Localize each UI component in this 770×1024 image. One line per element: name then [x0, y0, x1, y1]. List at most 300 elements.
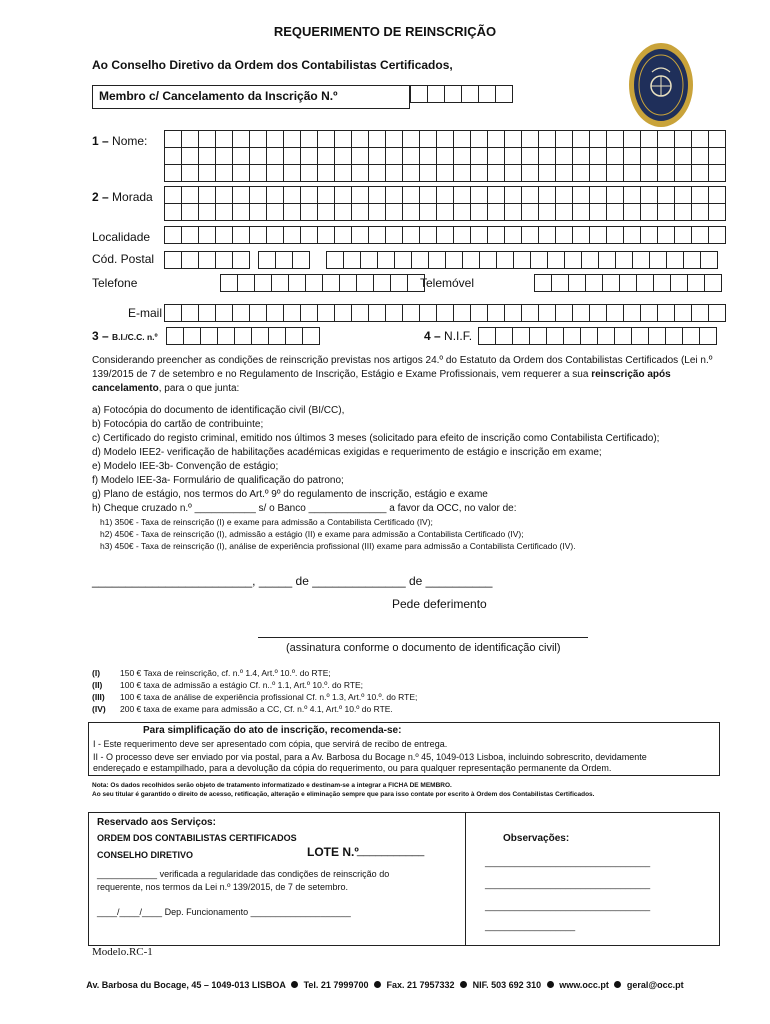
cod-postal-grid-a[interactable]	[164, 251, 250, 269]
obs-line[interactable]: _________________________________	[485, 901, 651, 911]
char-box[interactable]	[599, 252, 616, 269]
char-box[interactable]	[454, 187, 471, 204]
char-box[interactable]	[548, 252, 565, 269]
char-box[interactable]	[369, 148, 386, 165]
char-box[interactable]	[624, 227, 641, 244]
char-box[interactable]	[199, 305, 216, 322]
char-box[interactable]	[488, 204, 505, 221]
char-box[interactable]	[692, 187, 709, 204]
char-box[interactable]	[259, 252, 276, 269]
date-line[interactable]: ________________________, _____ de ______________ de __________	[92, 574, 493, 588]
char-box[interactable]	[420, 131, 437, 148]
char-box[interactable]	[632, 328, 649, 345]
char-box[interactable]	[199, 252, 216, 269]
char-box[interactable]	[624, 305, 641, 322]
char-box[interactable]	[391, 275, 408, 292]
char-box[interactable]	[573, 148, 590, 165]
char-box[interactable]	[463, 252, 480, 269]
char-box[interactable]	[323, 275, 340, 292]
char-box[interactable]	[233, 165, 250, 182]
member-number-grid[interactable]	[410, 85, 513, 103]
char-box[interactable]	[165, 204, 182, 221]
char-box[interactable]	[496, 328, 513, 345]
char-box[interactable]	[318, 204, 335, 221]
char-box[interactable]	[446, 252, 463, 269]
char-box[interactable]	[641, 227, 658, 244]
char-box[interactable]	[514, 252, 531, 269]
char-box[interactable]	[675, 187, 692, 204]
char-box[interactable]	[250, 148, 267, 165]
char-box[interactable]	[199, 131, 216, 148]
char-box[interactable]	[216, 131, 233, 148]
char-box[interactable]	[403, 165, 420, 182]
char-box[interactable]	[700, 328, 717, 345]
dept-line[interactable]: ____/____/____ Dep. Funcionamento ____________________	[97, 907, 351, 917]
char-box[interactable]	[607, 204, 624, 221]
char-box[interactable]	[233, 252, 250, 269]
bi-grid[interactable]	[166, 327, 320, 345]
char-box[interactable]	[607, 148, 624, 165]
char-box[interactable]	[692, 131, 709, 148]
char-box[interactable]	[235, 328, 252, 345]
char-box[interactable]	[590, 131, 607, 148]
char-box[interactable]	[386, 305, 403, 322]
char-box[interactable]	[709, 131, 726, 148]
char-box[interactable]	[675, 131, 692, 148]
char-box[interactable]	[182, 131, 199, 148]
char-box[interactable]	[505, 165, 522, 182]
char-box[interactable]	[573, 204, 590, 221]
char-box[interactable]	[250, 227, 267, 244]
char-box[interactable]	[267, 148, 284, 165]
char-box[interactable]	[530, 328, 547, 345]
char-box[interactable]	[488, 131, 505, 148]
char-box[interactable]	[675, 165, 692, 182]
char-box[interactable]	[286, 328, 303, 345]
char-box[interactable]	[182, 305, 199, 322]
char-box[interactable]	[352, 305, 369, 322]
char-box[interactable]	[539, 305, 556, 322]
char-box[interactable]	[488, 227, 505, 244]
char-box[interactable]	[480, 252, 497, 269]
char-box[interactable]	[301, 187, 318, 204]
char-box[interactable]	[233, 148, 250, 165]
char-box[interactable]	[327, 252, 344, 269]
char-box[interactable]	[590, 165, 607, 182]
obs-line[interactable]: _________________________________	[485, 857, 651, 867]
char-box[interactable]	[352, 131, 369, 148]
char-box[interactable]	[165, 227, 182, 244]
char-box[interactable]	[522, 305, 539, 322]
char-box[interactable]	[607, 187, 624, 204]
char-box[interactable]	[199, 165, 216, 182]
char-box[interactable]	[301, 131, 318, 148]
char-box[interactable]	[565, 252, 582, 269]
char-box[interactable]	[556, 148, 573, 165]
char-box[interactable]	[216, 252, 233, 269]
obs-line[interactable]: _________________________________	[485, 879, 651, 889]
char-box[interactable]	[335, 165, 352, 182]
char-box[interactable]	[539, 227, 556, 244]
char-box[interactable]	[471, 227, 488, 244]
char-box[interactable]	[369, 204, 386, 221]
char-box[interactable]	[284, 148, 301, 165]
char-box[interactable]	[301, 305, 318, 322]
char-box[interactable]	[675, 148, 692, 165]
char-box[interactable]	[505, 148, 522, 165]
char-box[interactable]	[615, 328, 632, 345]
char-box[interactable]	[250, 305, 267, 322]
char-box[interactable]	[573, 305, 590, 322]
char-box[interactable]	[420, 305, 437, 322]
char-box[interactable]	[437, 131, 454, 148]
char-box[interactable]	[437, 227, 454, 244]
char-box[interactable]	[165, 165, 182, 182]
char-box[interactable]	[692, 165, 709, 182]
char-box[interactable]	[671, 275, 688, 292]
char-box[interactable]	[165, 148, 182, 165]
char-box[interactable]	[352, 148, 369, 165]
char-box[interactable]	[352, 227, 369, 244]
char-box[interactable]	[641, 148, 658, 165]
char-box[interactable]	[420, 204, 437, 221]
char-box[interactable]	[556, 227, 573, 244]
char-box[interactable]	[488, 187, 505, 204]
char-box[interactable]	[624, 165, 641, 182]
char-box[interactable]	[306, 275, 323, 292]
char-box[interactable]	[505, 131, 522, 148]
char-box[interactable]	[573, 131, 590, 148]
char-box[interactable]	[403, 187, 420, 204]
char-box[interactable]	[505, 227, 522, 244]
char-box[interactable]	[420, 227, 437, 244]
member-number-field[interactable]	[92, 85, 410, 109]
char-box[interactable]	[374, 275, 391, 292]
char-box[interactable]	[233, 131, 250, 148]
char-box[interactable]	[386, 187, 403, 204]
char-box[interactable]	[252, 328, 269, 345]
footer-email[interactable]: geral@occ.pt	[626, 980, 684, 990]
char-box[interactable]	[199, 148, 216, 165]
char-box[interactable]	[199, 227, 216, 244]
char-box[interactable]	[658, 187, 675, 204]
char-box[interactable]	[386, 131, 403, 148]
char-box[interactable]	[607, 305, 624, 322]
char-box[interactable]	[369, 131, 386, 148]
char-box[interactable]	[361, 252, 378, 269]
char-box[interactable]	[582, 252, 599, 269]
char-box[interactable]	[675, 227, 692, 244]
obs-line[interactable]: __________________	[485, 921, 576, 931]
char-box[interactable]	[250, 131, 267, 148]
char-box[interactable]	[709, 305, 726, 322]
char-box[interactable]	[216, 165, 233, 182]
char-box[interactable]	[709, 227, 726, 244]
char-box[interactable]	[454, 305, 471, 322]
char-box[interactable]	[539, 187, 556, 204]
char-box[interactable]	[556, 305, 573, 322]
char-box[interactable]	[386, 227, 403, 244]
char-box[interactable]	[437, 187, 454, 204]
signature-line[interactable]	[258, 637, 588, 638]
char-box[interactable]	[569, 275, 586, 292]
char-box[interactable]	[522, 187, 539, 204]
char-box[interactable]	[709, 165, 726, 182]
char-box[interactable]	[318, 227, 335, 244]
char-box[interactable]	[238, 275, 255, 292]
char-box[interactable]	[488, 165, 505, 182]
char-box[interactable]	[437, 204, 454, 221]
char-box[interactable]	[607, 227, 624, 244]
char-box[interactable]	[386, 148, 403, 165]
char-box[interactable]	[344, 252, 361, 269]
char-box[interactable]	[539, 204, 556, 221]
char-box[interactable]	[267, 165, 284, 182]
char-box[interactable]	[369, 227, 386, 244]
char-box[interactable]	[284, 165, 301, 182]
char-box[interactable]	[318, 131, 335, 148]
char-box[interactable]	[403, 227, 420, 244]
char-box[interactable]	[165, 252, 182, 269]
char-box[interactable]	[573, 165, 590, 182]
lote-field[interactable]: ___________	[357, 845, 425, 857]
char-box[interactable]	[658, 204, 675, 221]
char-box[interactable]	[318, 305, 335, 322]
nif-grid[interactable]	[478, 327, 717, 345]
char-box[interactable]	[454, 165, 471, 182]
char-box[interactable]	[620, 275, 637, 292]
char-box[interactable]	[654, 275, 671, 292]
char-box[interactable]	[666, 328, 683, 345]
char-box[interactable]	[573, 187, 590, 204]
char-box[interactable]	[641, 131, 658, 148]
char-box[interactable]	[505, 305, 522, 322]
char-box[interactable]	[658, 131, 675, 148]
char-box[interactable]	[658, 305, 675, 322]
char-box[interactable]	[182, 165, 199, 182]
char-box[interactable]	[216, 148, 233, 165]
char-box[interactable]	[454, 148, 471, 165]
nome-grid[interactable]	[164, 130, 726, 182]
char-box[interactable]	[641, 204, 658, 221]
char-box[interactable]	[505, 187, 522, 204]
char-box[interactable]	[352, 165, 369, 182]
char-box[interactable]	[199, 187, 216, 204]
char-box[interactable]	[420, 148, 437, 165]
char-box[interactable]	[216, 305, 233, 322]
char-box[interactable]	[624, 148, 641, 165]
char-box[interactable]	[289, 275, 306, 292]
char-box[interactable]	[684, 252, 701, 269]
char-box[interactable]	[641, 305, 658, 322]
char-box[interactable]	[586, 275, 603, 292]
char-box[interactable]	[522, 227, 539, 244]
cod-postal-grid-b[interactable]	[258, 251, 310, 269]
char-box[interactable]	[556, 187, 573, 204]
char-box[interactable]	[335, 131, 352, 148]
char-box[interactable]	[182, 148, 199, 165]
char-box[interactable]	[293, 252, 310, 269]
char-box[interactable]	[403, 131, 420, 148]
char-box[interactable]	[556, 204, 573, 221]
char-box[interactable]	[216, 227, 233, 244]
char-box[interactable]	[340, 275, 357, 292]
char-box[interactable]	[335, 187, 352, 204]
char-box[interactable]	[471, 131, 488, 148]
char-box[interactable]	[633, 252, 650, 269]
char-box[interactable]	[301, 165, 318, 182]
char-box[interactable]	[692, 305, 709, 322]
char-box[interactable]	[505, 204, 522, 221]
char-box[interactable]	[369, 165, 386, 182]
char-box[interactable]	[269, 328, 286, 345]
char-box[interactable]	[709, 204, 726, 221]
char-box[interactable]	[581, 328, 598, 345]
char-box[interactable]	[598, 328, 615, 345]
char-box[interactable]	[688, 275, 705, 292]
char-box[interactable]	[637, 275, 654, 292]
char-box[interactable]	[301, 227, 318, 244]
char-box[interactable]	[403, 305, 420, 322]
char-box[interactable]	[564, 328, 581, 345]
char-box[interactable]	[471, 204, 488, 221]
char-box[interactable]	[616, 252, 633, 269]
char-box[interactable]	[429, 252, 446, 269]
char-box[interactable]	[284, 227, 301, 244]
char-box[interactable]	[683, 328, 700, 345]
char-box[interactable]	[624, 204, 641, 221]
char-box[interactable]	[437, 165, 454, 182]
char-box[interactable]	[301, 148, 318, 165]
char-box[interactable]	[522, 131, 539, 148]
char-box[interactable]	[471, 165, 488, 182]
char-box[interactable]	[403, 148, 420, 165]
char-box[interactable]	[184, 328, 201, 345]
char-box[interactable]	[182, 187, 199, 204]
char-box[interactable]	[692, 227, 709, 244]
char-box[interactable]	[267, 131, 284, 148]
char-box[interactable]	[437, 148, 454, 165]
char-box[interactable]	[233, 227, 250, 244]
char-box[interactable]	[590, 227, 607, 244]
char-box[interactable]	[369, 305, 386, 322]
char-box[interactable]	[233, 187, 250, 204]
char-box[interactable]	[216, 187, 233, 204]
char-box[interactable]	[454, 227, 471, 244]
char-box[interactable]	[165, 187, 182, 204]
char-box[interactable]	[641, 187, 658, 204]
char-box[interactable]	[488, 305, 505, 322]
char-box[interactable]	[378, 252, 395, 269]
char-box[interactable]	[552, 275, 569, 292]
char-box[interactable]	[352, 187, 369, 204]
localidade-grid[interactable]	[164, 226, 726, 244]
char-box[interactable]	[522, 165, 539, 182]
char-box[interactable]	[513, 328, 530, 345]
char-box[interactable]	[590, 148, 607, 165]
char-box[interactable]	[233, 204, 250, 221]
char-box[interactable]	[250, 165, 267, 182]
char-box[interactable]	[624, 187, 641, 204]
char-box[interactable]	[658, 165, 675, 182]
char-box[interactable]	[386, 204, 403, 221]
char-box[interactable]	[199, 204, 216, 221]
cod-postal-grid-c[interactable]	[326, 251, 718, 269]
char-box[interactable]	[335, 227, 352, 244]
char-box[interactable]	[267, 305, 284, 322]
char-box[interactable]	[709, 187, 726, 204]
char-box[interactable]	[272, 275, 289, 292]
char-box[interactable]	[318, 148, 335, 165]
char-box[interactable]	[335, 204, 352, 221]
char-box[interactable]	[284, 187, 301, 204]
char-box[interactable]	[420, 165, 437, 182]
char-box[interactable]	[284, 204, 301, 221]
char-box[interactable]	[357, 275, 374, 292]
char-box[interactable]	[221, 275, 238, 292]
char-box[interactable]	[284, 305, 301, 322]
char-box[interactable]	[216, 204, 233, 221]
char-box[interactable]	[539, 131, 556, 148]
char-box[interactable]	[437, 305, 454, 322]
char-box[interactable]	[303, 328, 320, 345]
char-box[interactable]	[471, 148, 488, 165]
char-box[interactable]	[556, 131, 573, 148]
char-box[interactable]	[255, 275, 272, 292]
char-box[interactable]	[590, 305, 607, 322]
telefone-grid[interactable]	[220, 274, 425, 292]
char-box[interactable]	[624, 131, 641, 148]
char-box[interactable]	[165, 131, 182, 148]
char-box[interactable]	[573, 227, 590, 244]
char-box[interactable]	[471, 187, 488, 204]
email-grid[interactable]	[164, 304, 726, 322]
char-box[interactable]	[408, 275, 425, 292]
char-box[interactable]	[471, 305, 488, 322]
char-box[interactable]	[641, 165, 658, 182]
char-box[interactable]	[658, 227, 675, 244]
char-box[interactable]	[522, 148, 539, 165]
char-box[interactable]	[318, 187, 335, 204]
char-box[interactable]	[539, 148, 556, 165]
char-box[interactable]	[522, 204, 539, 221]
char-box[interactable]	[590, 204, 607, 221]
char-box[interactable]	[488, 148, 505, 165]
char-box[interactable]	[479, 328, 496, 345]
footer-web[interactable]: www.occ.pt	[559, 980, 609, 990]
char-box[interactable]	[301, 204, 318, 221]
char-box[interactable]	[386, 165, 403, 182]
char-box[interactable]	[675, 305, 692, 322]
char-box[interactable]	[590, 187, 607, 204]
telemovel-grid[interactable]	[534, 274, 722, 292]
morada-grid[interactable]	[164, 186, 726, 221]
char-box[interactable]	[182, 227, 199, 244]
char-box[interactable]	[539, 165, 556, 182]
char-box[interactable]	[233, 305, 250, 322]
char-box[interactable]	[267, 204, 284, 221]
char-box[interactable]	[709, 148, 726, 165]
char-box[interactable]	[692, 204, 709, 221]
char-box[interactable]	[705, 275, 722, 292]
char-box[interactable]	[267, 227, 284, 244]
char-box[interactable]	[218, 328, 235, 345]
char-box[interactable]	[352, 204, 369, 221]
char-box[interactable]	[335, 305, 352, 322]
char-box[interactable]	[250, 204, 267, 221]
char-box[interactable]	[497, 252, 514, 269]
char-box[interactable]	[284, 131, 301, 148]
